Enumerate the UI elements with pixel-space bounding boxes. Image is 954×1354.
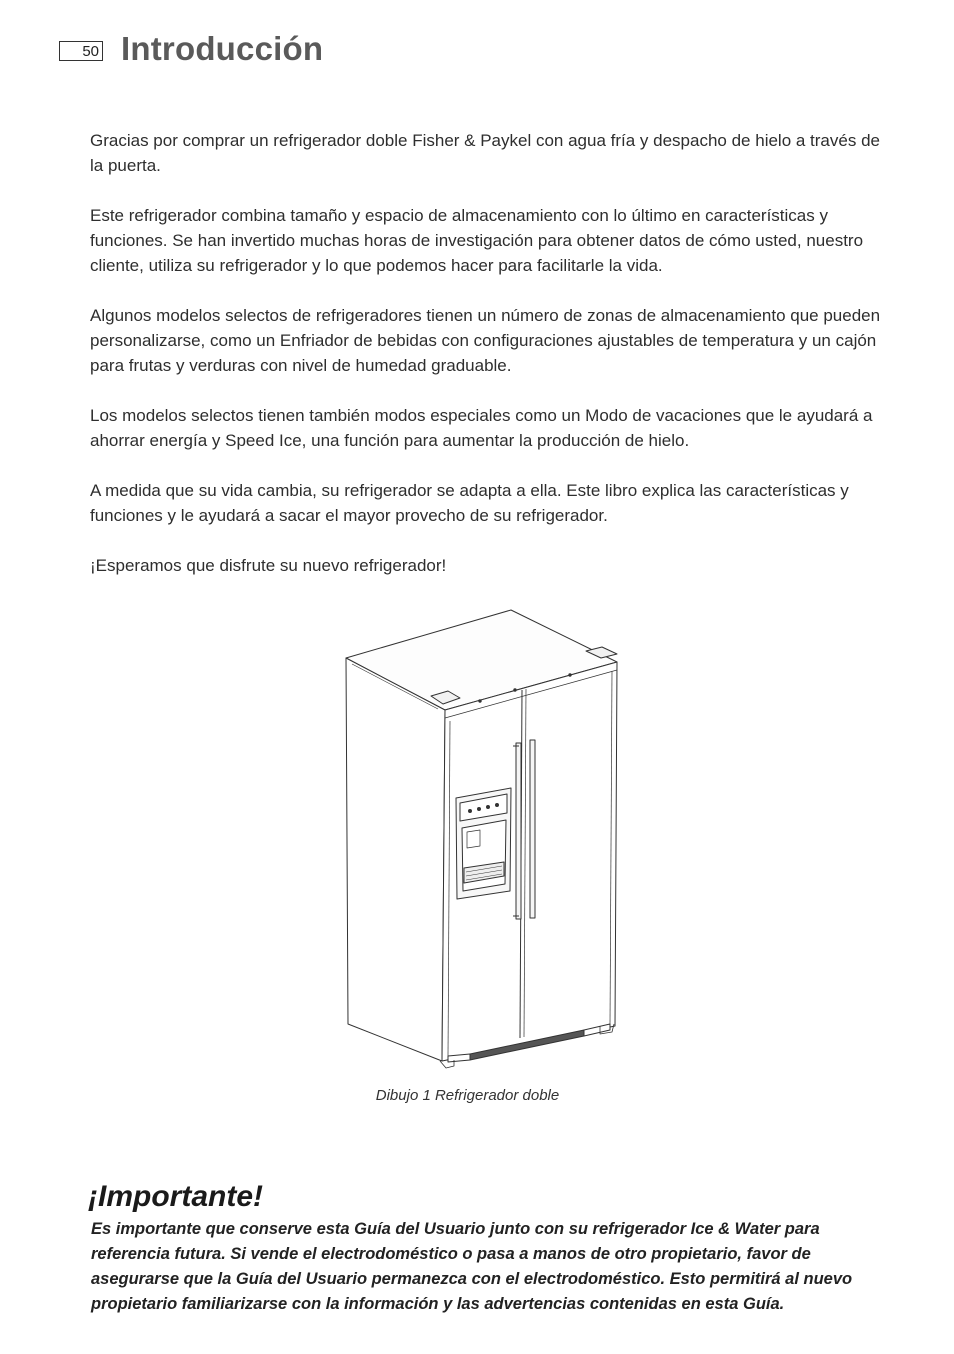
paragraph-thanks: Gracias por comprar un refrigerador doble Fisher & Paykel con agua fría y despacho de hielo a través de la puerta. [90,131,880,175]
figure-caption: Dibujo 1 Refrigerador doble [375,1087,560,1104]
refrigerator-icon [330,606,630,1086]
refrigerator-illustration [330,606,630,1086]
intro-body [90,128,890,603]
page-number: 50 [59,41,103,61]
page-title: Introducción [121,30,324,67]
important-notice-text: Es importante que conserve esta Guía del Usuario junto con su refrigerador Ice & Water para referencia futura. Si vende el electrodoméstico o pasa a manos de otro propietario, favor de asegurarse que la Guía del Usuario permanezca con el electrodoméstico. Esto permitirá al nuevo propietario familiarizarse con la información y las advertencias contenidas en esta Guía. [91,1220,853,1313]
paragraph-storage-zones: Algunos modelos selectos de refrigeradores tienen un número de zonas de almacenamiento que pueden personalizarse, como un Enfriador de bebidas con configuraciones ajustables de temperatura y un cajón para frutas y verduras con nivel de humedad graduable. [90,306,881,375]
paragraph-adapts: A medida que su vida cambia, su refrigerador se adapta a ella. Este libro explica las características y funciones y le ayudará a sacar el mayor provecho de su refrigerador. [90,481,849,525]
paragraph-special-modes: Los modelos selectos tienen también modos especiales como un Modo de vacaciones que le ayudará a ahorrar energía y Speed Ice, una función para aumentar la producción de hielo. [90,406,873,450]
important-heading: ¡Importante! [88,1180,263,1213]
paragraph-features: Este refrigerador combina tamaño y espacio de almacenamiento con lo último en características y funciones. Se han invertido muchas horas de investigación para obtener datos de cómo usted, nuestro cliente, utiliza su refrigerador y lo que podemos hacer para facilitarle la vida. [90,206,864,275]
paragraph-enjoy: ¡Esperamos que disfrute su nuevo refrigerador! [90,556,447,575]
